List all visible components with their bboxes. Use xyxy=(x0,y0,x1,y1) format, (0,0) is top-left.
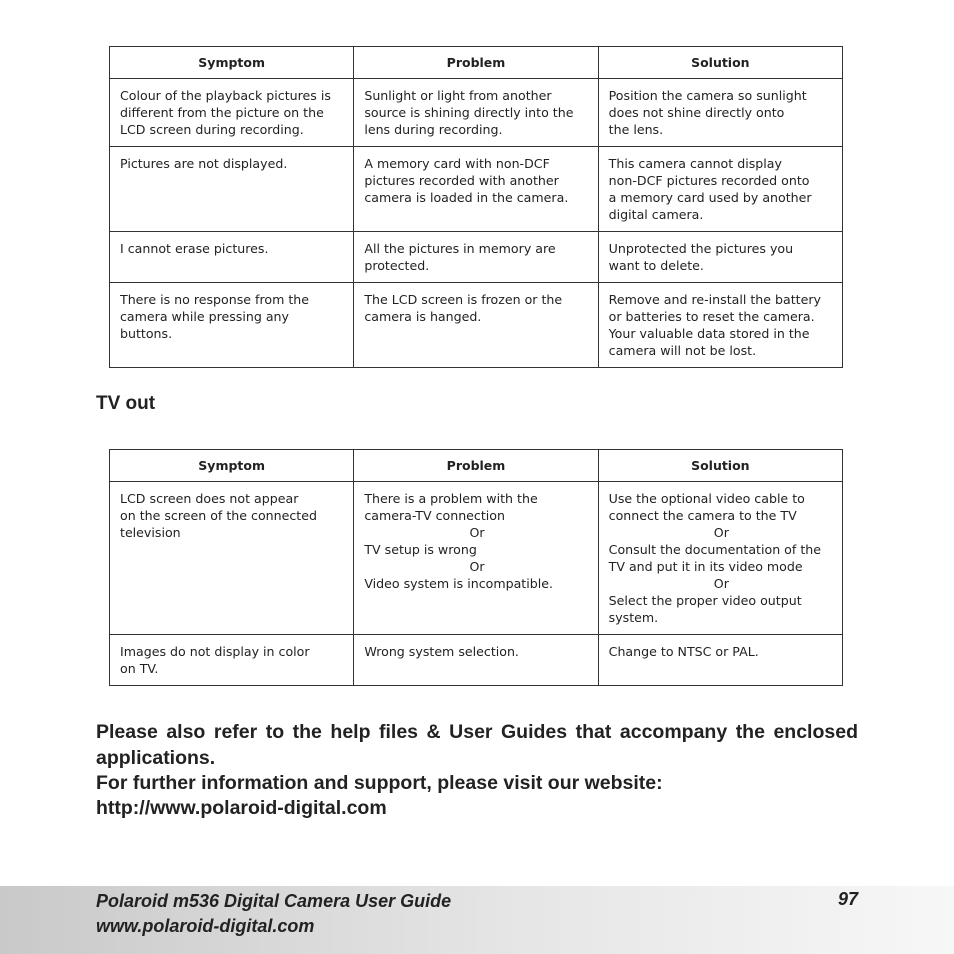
footer-guide-title: Polaroid m536 Digital Camera User Guide xyxy=(96,891,452,911)
cell-line: pictures recorded with another xyxy=(364,173,559,188)
cell-line: camera is loaded in the camera. xyxy=(364,190,569,205)
cell-line: LCD screen does not appear xyxy=(120,491,299,506)
support-note: For further information and support, please visit our website: xyxy=(96,772,663,794)
cell-line: want to delete. xyxy=(608,258,704,273)
problem-cell xyxy=(354,635,598,686)
cell-line: on TV. xyxy=(120,661,159,676)
problem-cell xyxy=(354,147,598,232)
cell-line: The LCD screen is frozen or the xyxy=(364,292,563,307)
table-row xyxy=(110,283,843,368)
cell-line: This camera cannot display xyxy=(608,156,782,171)
symptom-cell xyxy=(110,635,354,686)
cell-line-or: Or xyxy=(713,576,729,591)
cell-line: system. xyxy=(608,610,659,625)
table-row xyxy=(110,79,843,147)
cell-line: Sunlight or light from another xyxy=(364,88,552,103)
cell-line: buttons. xyxy=(120,326,173,341)
cell-line: TV setup is wrong xyxy=(364,542,477,557)
cell-line: television xyxy=(120,525,181,540)
cell-line: source is shining directly into the xyxy=(364,105,574,120)
section-heading-tv-out: TV out xyxy=(96,393,156,414)
cell-line-or: Or xyxy=(713,525,729,540)
cell-line: non-DCF pictures recorded onto xyxy=(608,173,810,188)
cell-line: A memory card with non-DCF xyxy=(364,156,550,171)
cell-line: camera-TV connection xyxy=(364,508,505,523)
page-number: 97 xyxy=(837,889,858,909)
problem-cell xyxy=(354,232,598,283)
cell-line: camera is hanged. xyxy=(364,309,482,324)
solution-cell xyxy=(598,482,842,635)
cell-line: There is no response from the xyxy=(120,292,310,307)
cell-line: camera while pressing any xyxy=(120,309,289,324)
table-header-row xyxy=(110,450,843,482)
table-row xyxy=(110,232,843,283)
column-header-symptom: Symptom xyxy=(110,47,354,79)
column-header-problem: Problem xyxy=(354,450,598,482)
cell-line: connect the camera to the TV xyxy=(608,508,797,523)
table-header-row xyxy=(110,47,843,79)
cell-line: LCD screen during recording. xyxy=(120,122,304,137)
cell-line: does not shine directly onto xyxy=(608,105,785,120)
cell-line: TV and put it in its video mode xyxy=(608,559,803,574)
cell-line: Images do not display in color xyxy=(120,644,310,659)
column-header-solution: Solution xyxy=(598,450,842,482)
cell-line: or batteries to reset the camera. xyxy=(608,309,815,324)
cell-line-or: Or xyxy=(469,525,485,540)
table-row xyxy=(110,482,843,635)
solution-cell xyxy=(598,147,842,232)
problem-cell xyxy=(354,482,598,635)
cell-line: Pictures are not displayed. xyxy=(120,156,288,171)
cell-line: protected. xyxy=(364,258,430,273)
tv-out-table xyxy=(109,449,843,686)
help-files-note: Please also refer to the help files & User Guides that accompany the enclosed applications. xyxy=(96,721,858,769)
troubleshooting-table xyxy=(109,46,843,368)
symptom-cell xyxy=(110,79,354,147)
column-header-symptom: Symptom xyxy=(110,450,354,482)
cell-line: Change to NTSC or PAL. xyxy=(608,644,759,659)
cell-line: on the screen of the connected xyxy=(120,508,317,523)
solution-cell xyxy=(598,283,842,368)
cell-line: Use the optional video cable to xyxy=(608,491,805,506)
cell-line: camera will not be lost. xyxy=(608,343,757,358)
cell-line: Position the camera so sunlight xyxy=(608,88,807,103)
cell-line: lens during recording. xyxy=(364,122,503,137)
cell-line: I cannot erase pictures. xyxy=(120,241,269,256)
problem-cell xyxy=(354,79,598,147)
solution-cell xyxy=(598,232,842,283)
cell-line: the lens. xyxy=(608,122,664,137)
cell-line: Unprotected the pictures you xyxy=(608,241,794,256)
symptom-cell xyxy=(110,232,354,283)
cell-line: Colour of the playback pictures is xyxy=(120,88,331,103)
cell-line: There is a problem with the xyxy=(364,491,538,506)
cell-line: digital camera. xyxy=(608,207,704,222)
website-link[interactable]: http://www.polaroid-digital.com xyxy=(96,797,387,819)
footer-url[interactable]: www.polaroid-digital.com xyxy=(96,916,315,936)
cell-line: Remove and re-install the battery xyxy=(608,292,821,307)
cell-line: different from the picture on the xyxy=(120,105,324,120)
table-row xyxy=(110,147,843,232)
symptom-cell xyxy=(110,283,354,368)
cell-line: Your valuable data stored in the xyxy=(608,326,810,341)
cell-line: a memory card used by another xyxy=(608,190,812,205)
column-header-solution: Solution xyxy=(598,47,842,79)
cell-line: All the pictures in memory are xyxy=(364,241,556,256)
cell-line: Wrong system selection. xyxy=(364,644,519,659)
cell-line: Select the proper video output xyxy=(608,593,802,608)
column-header-problem: Problem xyxy=(354,47,598,79)
solution-cell xyxy=(598,635,842,686)
table-row xyxy=(110,635,843,686)
problem-cell xyxy=(354,283,598,368)
cell-line: Consult the documentation of the xyxy=(608,542,821,557)
cell-line: Video system is incompatible. xyxy=(364,576,553,591)
symptom-cell xyxy=(110,482,354,635)
cell-line-or: Or xyxy=(469,559,485,574)
solution-cell xyxy=(598,79,842,147)
symptom-cell xyxy=(110,147,354,232)
